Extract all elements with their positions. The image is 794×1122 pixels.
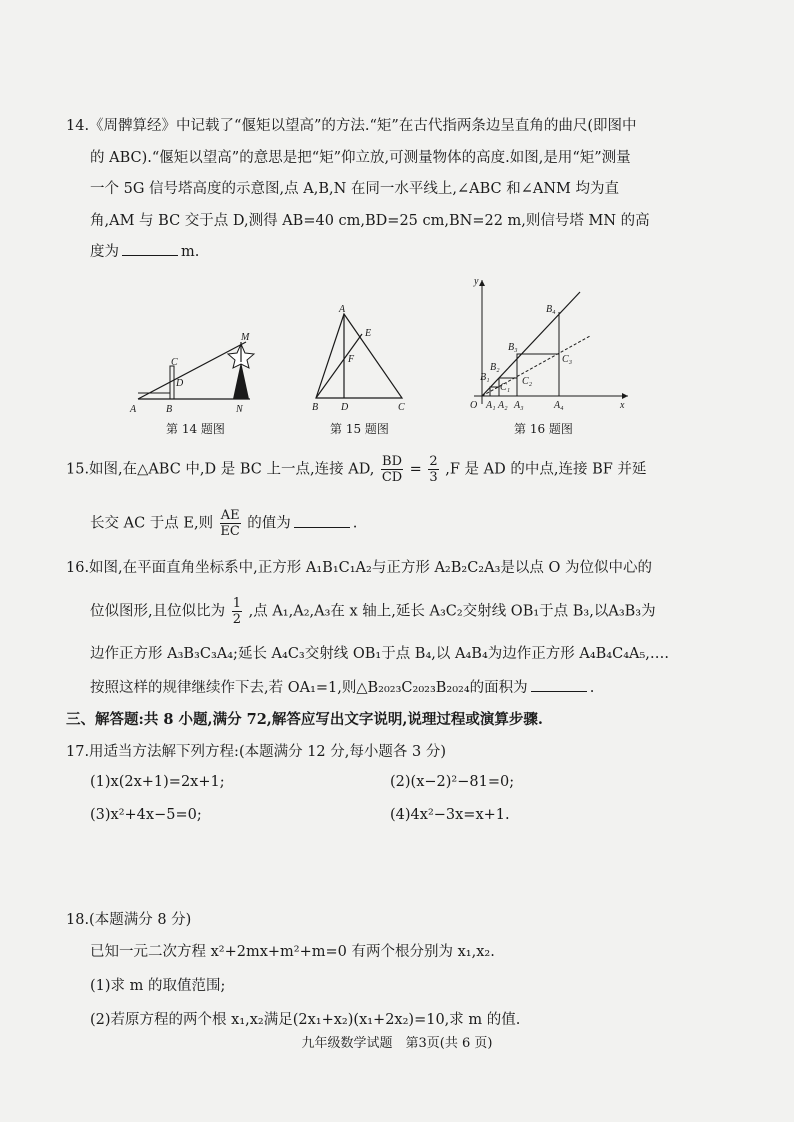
label-c: C <box>398 402 405 413</box>
q16-period: . <box>589 680 595 696</box>
q15-text-d: 长交 AC 于点 E,则 <box>90 515 214 532</box>
label-b: B <box>166 404 173 415</box>
label-m: M <box>241 332 250 343</box>
numerator: 2 <box>429 454 438 469</box>
numerator: AE <box>220 508 240 523</box>
label-c1: C₁ <box>500 382 511 393</box>
q14-line5 <box>90 240 199 261</box>
equals: = <box>409 461 422 478</box>
numerator: BD <box>382 454 403 469</box>
q16-text-c: 按照这样的规律继续作下去,若 OA₁=1,则△B₂₀₂₃C₂₀₂₃B₂₀₂₄的面积为 <box>90 680 528 696</box>
q15-text-c: ,F 是 AD 的中点,连接 BF 并延 <box>445 461 647 478</box>
fraction-ae-ec <box>220 508 241 539</box>
q16-line1: 16.如图,在平面直角坐标系中,正方形 A₁B₁C₁A₂与正方形 A₂B₂C₂A₃是以点 O 为位似中心的 <box>66 560 652 576</box>
label-b4: B₄ <box>546 304 556 315</box>
caption-15: 第 15 题图 <box>330 422 389 436</box>
label-d: D <box>176 378 184 389</box>
numerator: 1 <box>232 596 241 611</box>
q17-part2: (2)(x−2)²−81=0; <box>390 774 515 790</box>
q17-part3: (3)x²+4x−5=0; <box>90 807 202 823</box>
answer-blank[interactable] <box>122 254 178 256</box>
q18-part1: (1)求 m 的取值范围; <box>90 978 226 994</box>
label-b: B <box>312 402 319 413</box>
label-o: O <box>470 400 478 411</box>
label-b3: B₃ <box>508 342 518 353</box>
fraction-bd-cd <box>381 454 403 485</box>
q18-part2: (2)若原方程的两个根 x₁,x₂满足(2x₁+x₂)(x₁+2x₂)=10,求 m 的值. <box>90 1012 521 1028</box>
q17-part4: (4)4x²−3x=x+1. <box>390 807 510 823</box>
label-x: x <box>620 400 625 411</box>
q14-line3: 一个 5G 信号塔高度的示意图,点 A,B,N 在同一水平线上,∠ABC 和∠ANM 均为直 <box>90 181 620 197</box>
label-n: N <box>236 404 243 415</box>
label-b2: B₂ <box>490 362 500 373</box>
q14-text: 度为 <box>90 244 119 260</box>
label-a: A <box>130 404 137 415</box>
label-a2: A₂ <box>498 400 508 411</box>
q15-text-a: 15.如图,在△ABC 中,D 是 BC 上一点,连接 AD, <box>66 461 375 478</box>
label-b1: B₁ <box>480 372 490 383</box>
page-footer: 九年级数学试题 第3页(共 6 页) <box>301 1036 493 1051</box>
q15-line2 <box>90 508 357 539</box>
fraction-1-2 <box>232 596 242 627</box>
label-e: E <box>365 328 372 339</box>
label-a: A <box>339 304 346 315</box>
label-y: y <box>474 276 479 287</box>
denominator: 2 <box>232 612 241 627</box>
denominator: 3 <box>429 470 438 485</box>
label-c: C <box>171 357 178 368</box>
denominator: CD <box>381 470 403 485</box>
q16-line2 <box>90 596 656 627</box>
q16-text-b: ,点 A₁,A₂,A₃在 x 轴上,延长 A₃C₂交射线 OB₁于点 B₃,以A₃B₃为 <box>248 603 656 620</box>
q14-line2: 的 ABC).“偃矩以望高”的意思是把“矩”仰立放,可测量物体的高度.如图,是用“矩”测量 <box>90 150 631 166</box>
q16-line3: 边作正方形 A₃B₃C₃A₄;延长 A₄C₃交射线 OB₁于点 B₄,以 A₄B₄为边作正方形 A₄B₄C₄A₅,…. <box>90 646 670 662</box>
label-a3: A₃ <box>514 400 524 411</box>
q15-period: . <box>352 515 358 532</box>
figure-14 <box>128 322 278 417</box>
q16-line4 <box>90 676 594 697</box>
q14-unit: m. <box>181 244 200 260</box>
q14-line4: 角,AM 与 BC 交于点 D,测得 AB=40 cm,BD=25 cm,BN=22 m,则信号塔 MN 的高 <box>90 213 650 229</box>
q16-text-a: 位似图形,且位似比为 <box>90 603 226 620</box>
answer-blank[interactable] <box>294 526 350 528</box>
q14-line1: 14.《周髀算经》中记载了“偃矩以望高”的方法.“矩”在古代指两条边呈直角的曲尺(即图中 <box>66 118 637 134</box>
q17-part1: (1)x(2x+1)=2x+1; <box>90 774 225 790</box>
figure-15 <box>304 302 424 414</box>
fraction-2-3 <box>428 454 438 485</box>
denominator: EC <box>220 524 240 539</box>
label-a1: A₁ <box>486 400 496 411</box>
label-d: D <box>341 402 349 413</box>
label-c2: C₂ <box>522 376 533 387</box>
answer-blank[interactable] <box>531 690 587 692</box>
q18-stem: 已知一元二次方程 x²+2mx+m²+m=0 有两个根分别为 x₁,x₂. <box>90 944 495 960</box>
section-three-heading: 三、解答题:共 8 小题,满分 72,解答应写出文字说明,说理过程或演算步骤. <box>66 711 543 728</box>
figure-16 <box>460 274 636 414</box>
q15-text-e: 的值为 <box>247 515 291 532</box>
label-f: F <box>348 354 355 365</box>
label-a4: A₄ <box>554 400 564 411</box>
caption-16: 第 16 题图 <box>514 422 573 436</box>
label-c3: C₃ <box>562 354 573 365</box>
q15-line1 <box>66 454 646 485</box>
caption-14: 第 14 题图 <box>166 422 225 436</box>
q17-title: 17.用适当方法解下列方程:(本题满分 12 分,每小题各 3 分) <box>66 744 446 760</box>
q18-title: 18.(本题满分 8 分) <box>66 912 192 928</box>
